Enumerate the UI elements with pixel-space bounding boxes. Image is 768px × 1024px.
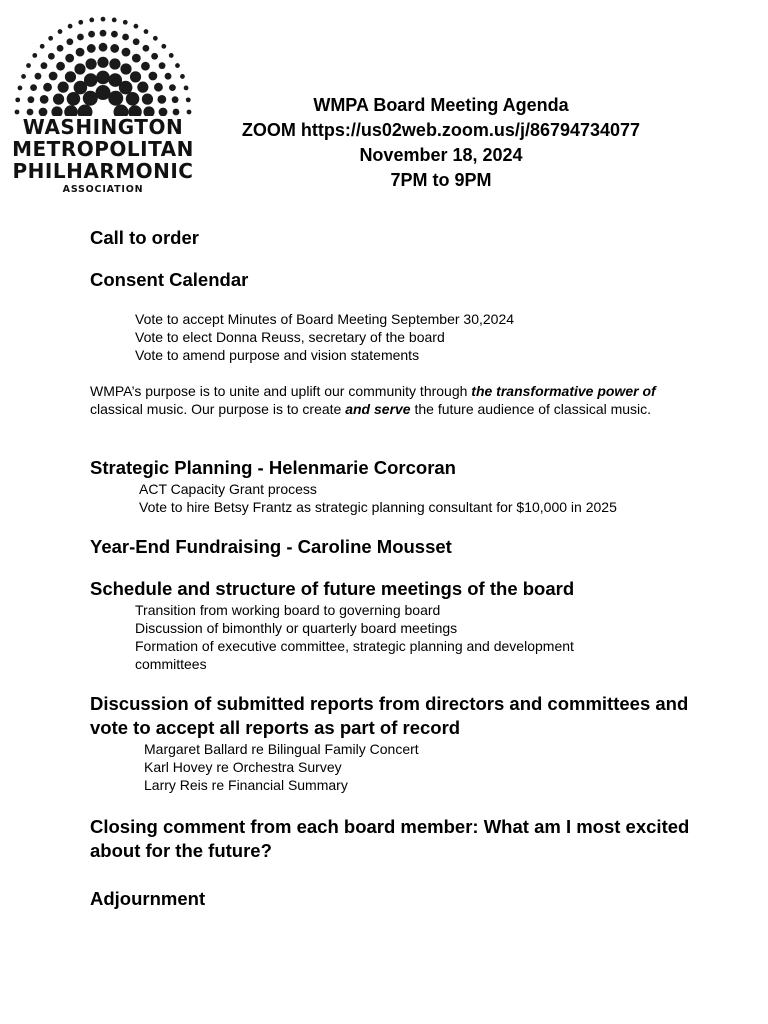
logo-dot <box>175 63 180 68</box>
logo-dot <box>143 45 150 52</box>
logo-dot <box>99 43 108 52</box>
logo-dot <box>97 57 108 68</box>
logo-dot <box>58 82 69 93</box>
agenda-header <box>210 93 672 193</box>
logo-dot <box>57 45 64 52</box>
logo-dot <box>41 62 48 69</box>
logo-dot <box>110 44 119 53</box>
logo-dot <box>144 29 149 34</box>
logo-dot <box>169 84 176 91</box>
logo-dot <box>48 53 55 60</box>
logo-dot <box>137 82 148 93</box>
logo-dot <box>85 58 96 69</box>
heading-call-to-order: Call to order <box>90 227 199 248</box>
logo-dot <box>67 92 81 106</box>
logo-dot <box>141 62 150 71</box>
logo-dot <box>32 53 37 58</box>
logo-dot <box>132 54 141 63</box>
logo-dot <box>78 20 83 25</box>
logo-dot <box>159 62 166 69</box>
logo-dot <box>40 95 49 104</box>
purpose-text-2: classical music. Our purpose is to create <box>90 401 346 417</box>
logo-dot <box>126 92 140 106</box>
logo-dot <box>66 38 73 45</box>
logo-dot <box>153 36 158 41</box>
logo-dot <box>65 71 76 82</box>
logo-dot <box>77 34 84 41</box>
logo-dot <box>157 95 166 104</box>
logo-dot <box>122 34 129 41</box>
purpose-emphasis-1: the transformative power of <box>471 383 656 399</box>
logo-dot <box>148 72 157 81</box>
logo-dot <box>120 63 131 74</box>
logo-dot <box>84 73 98 87</box>
logo-dot <box>53 94 64 105</box>
logo-dot <box>165 73 172 80</box>
logo-dot <box>74 63 85 74</box>
logo-line-washington: WASHINGTON <box>22 115 184 139</box>
logo-dot <box>35 73 42 80</box>
logo-dot <box>56 62 65 71</box>
logo-dot <box>112 18 117 23</box>
heading-adjournment: Adjournment <box>90 888 206 909</box>
logo-dot <box>186 97 191 102</box>
logo-dot <box>122 48 131 57</box>
logo-dot <box>40 44 45 49</box>
zoom-link[interactable]: ZOOM https://us02web.zoom.us/j/86794734077 <box>241 120 641 140</box>
logo-dot <box>21 74 26 79</box>
logo-dot <box>65 54 74 63</box>
logo-dot <box>151 53 158 60</box>
logo-dot <box>100 30 107 37</box>
logo-dot <box>172 96 179 103</box>
logo-dot <box>119 81 133 95</box>
logo-dot <box>43 83 52 92</box>
wmpa-logo <box>8 8 198 200</box>
strategic-item-hire-consultant: Vote to hire Betsy Frantz as strategic planning consultant for $10,000 in 2025 <box>139 499 617 515</box>
logo-dot <box>96 71 110 85</box>
logo-dot <box>18 86 23 91</box>
logo-line-metropolitan: METROPOLITAN <box>12 137 194 161</box>
logo-dot <box>130 71 141 82</box>
meeting-date: November 18, 2024 <box>359 145 523 165</box>
schedule-item-committees: Formation of executive committee, strategic planning and development committees <box>135 638 574 672</box>
logo-dot <box>48 36 53 41</box>
heading-consent-calendar: Consent Calendar <box>90 269 249 290</box>
logo-dot <box>184 86 189 91</box>
logo-dot <box>88 31 95 38</box>
logo-dot <box>26 63 31 68</box>
logo-dot <box>15 110 20 115</box>
heading-closing-comment: Closing comment from each board member: What am I most excited about for the future? <box>90 816 690 861</box>
logo-dot <box>28 96 35 103</box>
logo-dot <box>49 72 58 81</box>
logo-dot <box>108 91 123 106</box>
logo-dot <box>169 53 174 58</box>
agenda-title: WMPA Board Meeting Agenda <box>313 95 569 115</box>
logo-dot <box>109 58 120 69</box>
logo-dot <box>15 97 20 102</box>
purpose-text-3: the future audience of classical music. <box>410 401 652 417</box>
meeting-time: 7PM to 9PM <box>390 170 492 190</box>
report-item-reis: Larry Reis re Financial Summary <box>144 777 348 793</box>
schedule-item-meeting-frequency: Discussion of bimonthly or quarterly board meetings <box>135 620 458 636</box>
logo-line-philharmonic: PHILHARMONIC <box>12 159 194 183</box>
heading-reports-discussion: Discussion of submitted reports from directors and committees and vote to accept all reports as part of record <box>90 693 689 738</box>
logo-dot <box>101 17 106 22</box>
logo-dot <box>161 44 166 49</box>
logo-dot <box>111 31 118 38</box>
consent-item-minutes: Vote to accept Minutes of Board Meeting September 30,2024 <box>135 311 515 327</box>
logo-dot <box>187 110 192 115</box>
logo-dot <box>68 24 73 29</box>
purpose-statement <box>90 382 665 418</box>
schedule-item-transition: Transition from working board to governing board <box>135 602 441 618</box>
logo-dot <box>76 48 85 57</box>
logo-dot <box>133 38 140 45</box>
consent-item-elect-secretary: Vote to elect Donna Reuss, secretary of the board <box>135 329 445 345</box>
report-item-ballard: Margaret Ballard re Bilingual Family Concert <box>144 741 419 757</box>
logo-dot <box>134 24 139 29</box>
heading-year-end-fundraising: Year-End Fundraising - Caroline Mousset <box>90 536 452 557</box>
logo-dot <box>142 94 153 105</box>
logo-line-association: ASSOCIATION <box>62 184 144 195</box>
heading-strategic-planning: Strategic Planning - Helenmarie Corcoran <box>90 457 456 478</box>
logo-dot <box>123 20 128 25</box>
logo-dot <box>30 84 37 91</box>
purpose-emphasis-2: and serve <box>345 401 411 417</box>
logo-dot <box>89 18 94 23</box>
logo-dot <box>180 74 185 79</box>
report-item-hovey: Karl Hovey re Orchestra Survey <box>144 759 342 775</box>
logo-dot <box>58 29 63 34</box>
logo-dot <box>154 83 163 92</box>
logo-dot <box>87 44 96 53</box>
heading-schedule-structure: Schedule and structure of future meetings of the board <box>90 578 575 599</box>
logo-wordmark <box>8 116 198 197</box>
consent-item-amend-statements: Vote to amend purpose and vision statements <box>135 347 420 363</box>
purpose-text-1: WMPA’s purpose is to unite and uplift our community through <box>90 383 472 399</box>
sunburst-dots-icon <box>8 8 198 116</box>
strategic-item-act-grant: ACT Capacity Grant process <box>139 481 317 497</box>
